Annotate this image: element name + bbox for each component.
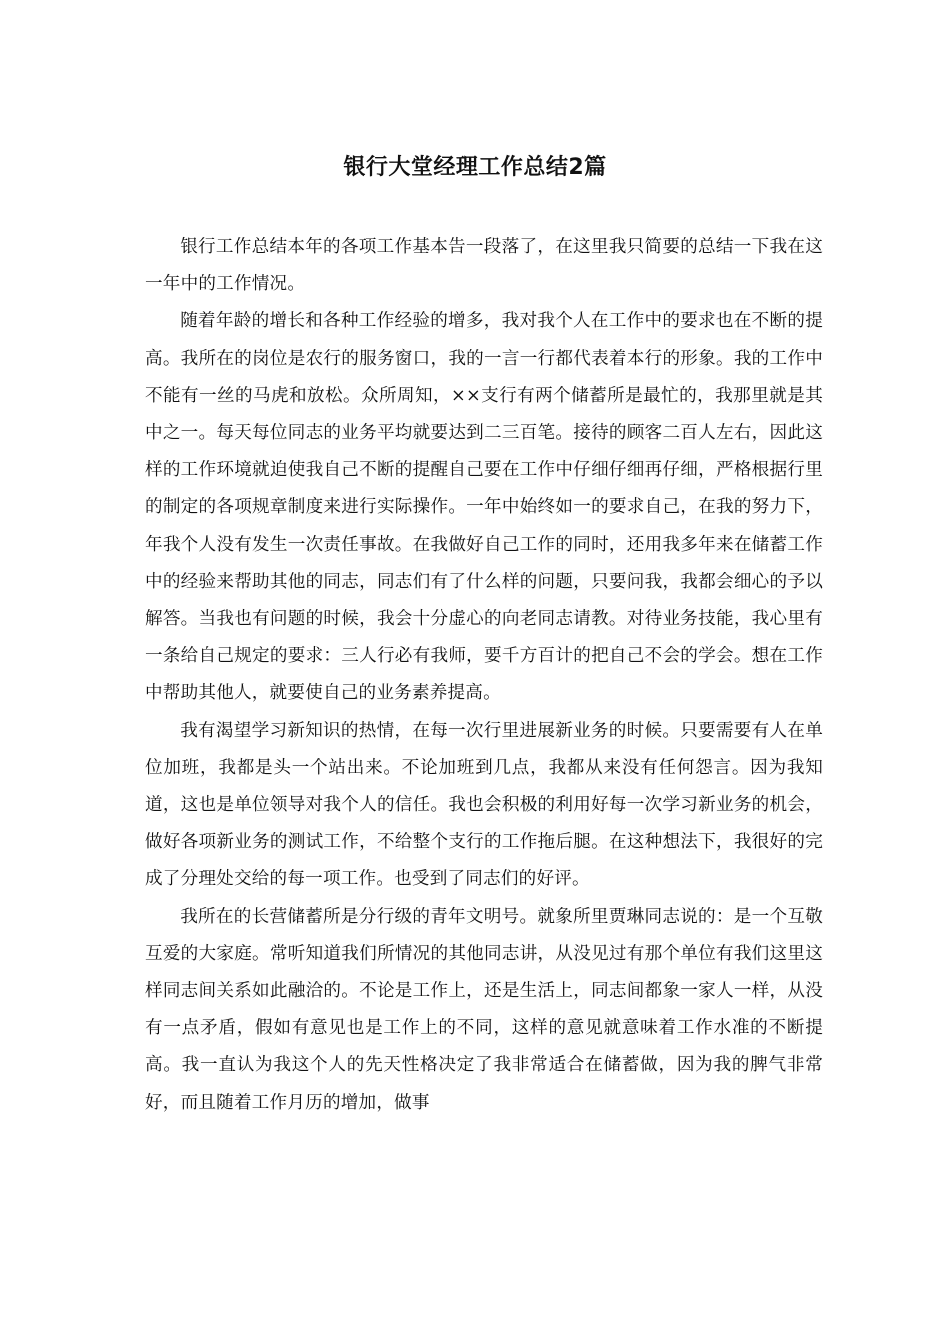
paragraph-team: 我所在的长营储蓄所是分行级的青年文明号。就象所里贾琳同志说的：是一个互敬互爱的大家庭。常听知道我们所情况的其他同志讲，从没见过有那个单位有我们这里这样同志间关系如此融洽的。不论是工作上，还是生活上，同志间都象一家人一样，从没有一点矛盾，假如有意见也是工作上的不同，这样的意见就意味着工作水准的不断提高。我一直认为我这个人的先天性格决定了我非常适合在储蓄做，因为我的脾气非常好，而且随着工作月历的增加，做事 [145,906,823,1113]
paragraph-learning: 我有渴望学习新知识的热情，在每一次行里进展新业务的时候。只要需要有人在单位加班，我都是头一个站出来。不论加班到几点，我都从来没有任何怨言。因为我知道，这也是单位领导对我个人的信任。我也会积极的利用好每一次学习新业务的机会，做好各项新业务的测试工作，不给整个支行的工作拖后腿。在这种想法下，我很好的完成了分理处交给的每一项工作。也受到了同志们的好评。 [145,720,823,890]
paragraph-intro: 银行工作总结本年的各项工作基本告一段落了，在这里我只简要的总结一下我在这一年中的工作情况。 [145,237,823,295]
paragraph-work-requirements: 随着年龄的增长和各种工作经验的增多，我对我个人在工作中的要求也在不断的提高。我所在的岗位是农行的服务窗口，我的一言一行都代表着本行的形象。我的工作中不能有一丝的马虎和放松。众所周知，××支行有两个储蓄所是最忙的，我那里就是其中之一。每天每位同志的业务平均就要达到二三百笔。接待的顾客二百人左右，因此这样的工作环境就迫使我自己不断的提醒自己要在工作中仔细仔细再仔细，严格根据行里的制定的各项规章制度来进行实际操作。一年中始终如一的要求自己，在我的努力下，年我个人没有发生一次责任事故。在我做好自己工作的同时，还用我多年来在储蓄工作中的经验来帮助其他的同志，同志们有了什么样的问题，只要问我，我都会细心的予以解答。当我也有问题的时候，我会十分虚心的向老同志请教。对待业务技能，我心里有一条给自己规定的要求：三人行必有我师，要千方百计的把自己不会的学会。想在工作中帮助其他人，就要使自己的业务素养提高。 [145,311,823,704]
document-title: 银行大堂经理工作总结2篇 [343,155,607,180]
document-body [145,229,823,1122]
